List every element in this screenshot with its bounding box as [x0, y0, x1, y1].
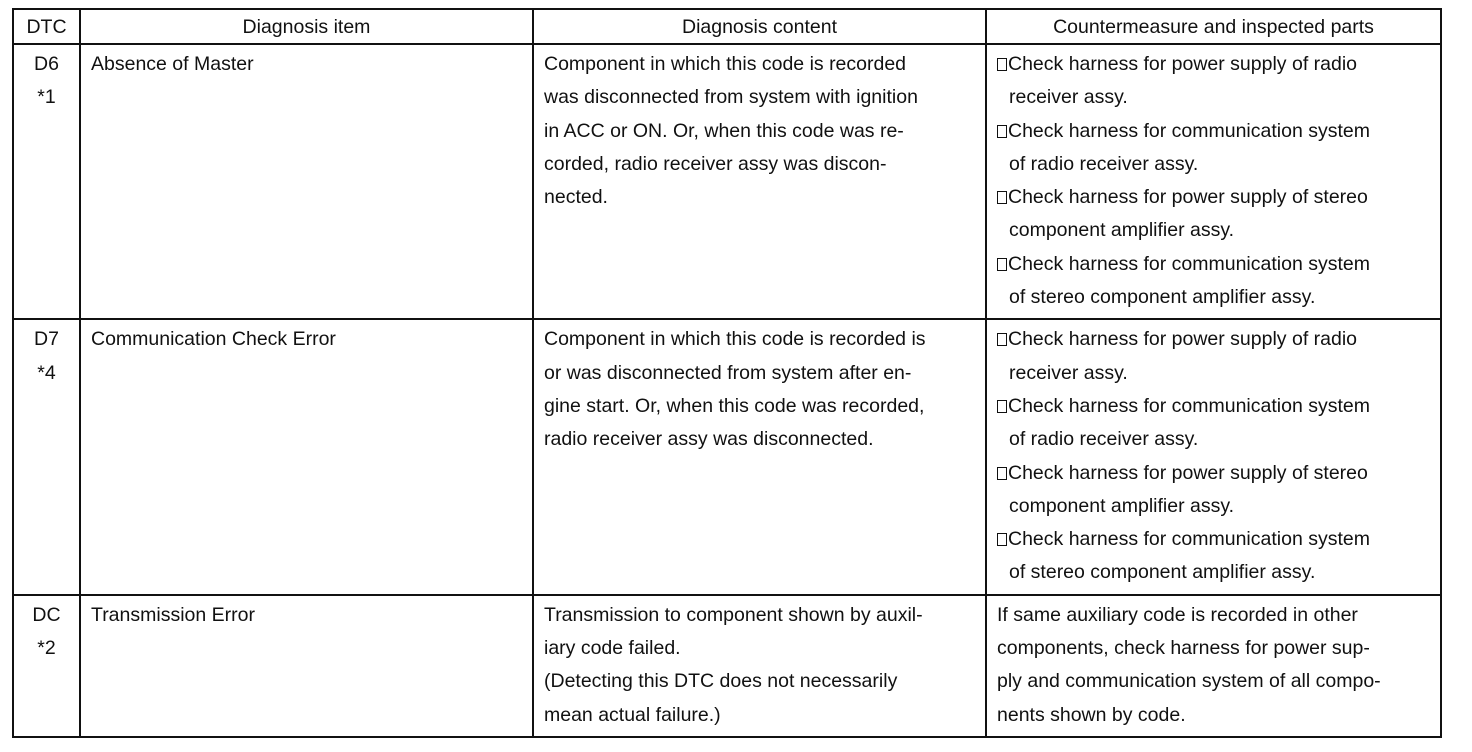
checkbox-icon	[997, 58, 1007, 71]
countermeasure-item	[997, 457, 1432, 490]
content-line: mean actual failure.)	[544, 703, 721, 726]
checkbox-icon	[997, 258, 1007, 271]
countermeasure-continuation: receiver assy.	[1009, 86, 1128, 109]
content-line: in ACC or ON. Or, when this code was re-	[544, 119, 904, 142]
diagnosis-item-cell	[80, 319, 533, 594]
countermeasure-line: components, check harness for power sup-	[997, 637, 1370, 660]
diagnosis-item: Communication Check Error	[91, 328, 336, 351]
table-row	[13, 595, 1441, 737]
table-row	[13, 319, 1441, 594]
header-diagnosis-content: Diagnosis content	[533, 9, 986, 44]
content-line: nected.	[544, 186, 608, 209]
countermeasure-line: ply and communication system of all compo-	[997, 670, 1381, 693]
dtc-note: *1	[37, 86, 56, 109]
countermeasure-item	[997, 323, 1432, 356]
countermeasure-continuation: of stereo component amplifier assy.	[1009, 561, 1316, 584]
countermeasure-text: Check harness for communication system	[1008, 528, 1370, 551]
table-row	[13, 44, 1441, 319]
countermeasure-continuation: of stereo component amplifier assy.	[1009, 286, 1316, 309]
checkbox-icon	[997, 191, 1007, 204]
checkbox-icon	[997, 533, 1007, 546]
countermeasure-item	[997, 390, 1432, 423]
dtc-note: *2	[37, 637, 56, 660]
dtc-code: D7	[34, 328, 59, 351]
countermeasure-text: Check harness for power supply of stereo	[1008, 186, 1368, 209]
dtc-cell	[13, 44, 80, 319]
diagnosis-item-cell	[80, 44, 533, 319]
header-dtc: DTC	[13, 9, 80, 44]
checkbox-icon	[997, 333, 1007, 346]
countermeasure-text: Check harness for communication system	[1008, 119, 1370, 142]
dtc-note: *4	[37, 361, 56, 384]
countermeasure-text: Check harness for power supply of radio	[1008, 328, 1358, 351]
countermeasure-item	[997, 115, 1432, 148]
countermeasure-text: Check harness for power supply of stereo	[1008, 461, 1368, 484]
countermeasure-text: Check harness for communication system	[1008, 394, 1370, 417]
countermeasure-continuation: component amplifier assy.	[1009, 494, 1235, 517]
checkbox-icon	[997, 125, 1007, 138]
dtc-cell	[13, 319, 80, 594]
dtc-table-container	[12, 8, 1440, 738]
countermeasure-line: If same auxiliary code is recorded in other	[997, 603, 1358, 626]
countermeasure-cell	[986, 595, 1441, 737]
countermeasure-cell	[986, 44, 1441, 319]
content-line: gine start. Or, when this code was recorded,	[544, 394, 925, 417]
diagnosis-content-cell	[533, 44, 986, 319]
content-line: Transmission to component shown by auxil-	[544, 603, 923, 626]
countermeasure-line: nents shown by code.	[997, 703, 1186, 726]
checkbox-icon	[997, 467, 1007, 480]
header-countermeasure: Countermeasure and inspected parts	[986, 9, 1441, 44]
content-line: radio receiver assy was disconnected.	[544, 428, 874, 451]
checkbox-icon	[997, 400, 1007, 413]
content-line: Component in which this code is recorded	[544, 53, 907, 75]
dtc-code: D6	[34, 53, 59, 75]
dtc-table	[12, 8, 1442, 738]
content-line: or was disconnected from system after en-	[544, 361, 912, 384]
content-line: was disconnected from system with ignition	[544, 86, 918, 109]
countermeasure-text: Check harness for power supply of radio	[1008, 53, 1358, 75]
countermeasure-continuation: component amplifier assy.	[1009, 219, 1235, 242]
countermeasure-item	[997, 181, 1432, 214]
countermeasure-text: Check harness for communication system	[1008, 252, 1370, 275]
countermeasure-cell	[986, 319, 1441, 594]
countermeasure-item	[997, 48, 1432, 81]
dtc-cell	[13, 595, 80, 737]
diagnosis-item: Absence of Master	[91, 53, 254, 75]
countermeasure-continuation: receiver assy.	[1009, 361, 1128, 384]
dtc-code: DC	[32, 603, 61, 626]
table-header-row	[13, 9, 1441, 44]
countermeasure-continuation: of radio receiver assy.	[1009, 152, 1199, 175]
content-line: iary code failed.	[544, 637, 681, 660]
header-diagnosis-item: Diagnosis item	[80, 9, 533, 44]
countermeasure-continuation: of radio receiver assy.	[1009, 428, 1199, 451]
diagnosis-content-cell	[533, 319, 986, 594]
countermeasure-item	[997, 523, 1432, 556]
diagnosis-content-cell	[533, 595, 986, 737]
countermeasure-item	[997, 248, 1432, 281]
content-line: (Detecting this DTC does not necessarily	[544, 670, 898, 693]
content-line: Component in which this code is recorded is	[544, 328, 926, 351]
content-line: corded, radio receiver assy was discon-	[544, 152, 887, 175]
diagnosis-item-cell	[80, 595, 533, 737]
diagnosis-item: Transmission Error	[91, 603, 255, 626]
